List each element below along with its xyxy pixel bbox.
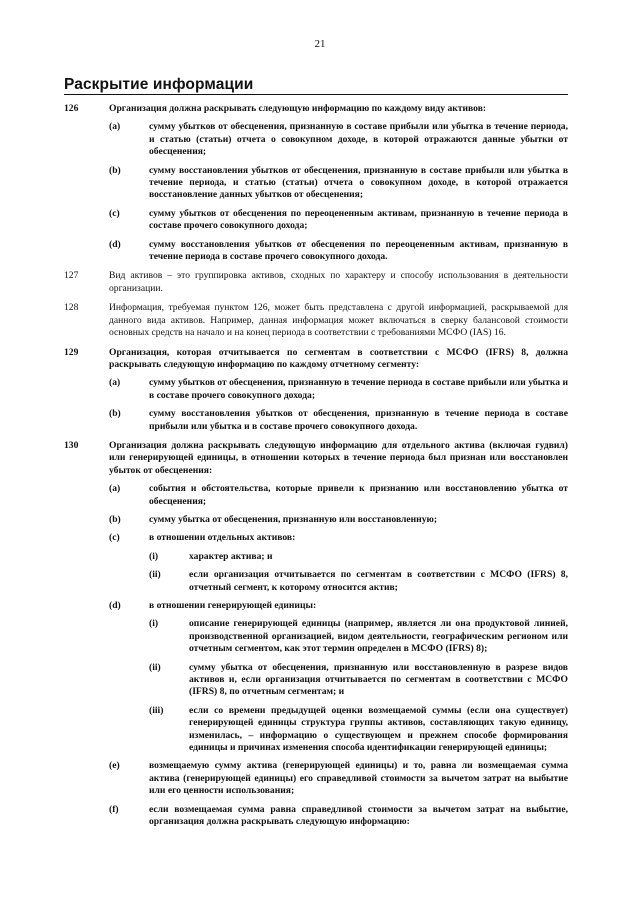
item-text: если возмещаемая сумма равна справедливой стоимости за вычетом затрат на выбытие, организация должна раскрывать следующую информацию: — [149, 803, 568, 828]
sub-item-text: характер актива; и — [189, 550, 273, 562]
item-text: сумму убытков от обесценения по переоцененным активам, признанную в течение периода в составе прочего совокупного дохода; — [149, 207, 568, 232]
paragraph-number: 126 — [64, 103, 79, 114]
list-item — [109, 532, 568, 594]
item-label: (a) — [109, 377, 121, 389]
item-text: сумму восстановления убытков от обесценения, признанную в течение периода в составе прибыли или убытка и в составе прочего совокупного дохода. — [149, 408, 568, 432]
item-text: сумму восстановления убытков от обесценения по переоцененным активам, признанную в течение периода в составе прочего совокупного дохода. — [149, 238, 568, 263]
sub-item — [149, 551, 568, 563]
paragraph-number: 129 — [64, 346, 79, 358]
list-item — [109, 208, 568, 233]
item-label: (b) — [109, 408, 121, 420]
item-label: (e) — [109, 760, 120, 772]
paragraph-number: 127 — [64, 270, 79, 282]
list-item — [109, 804, 568, 829]
paragraph-text: Организация, которая отчитывается по сегментам в соответствии с МСФО (IFRS) 8, должна раскрывать следующую информацию по каждому отчетному сегменту: — [109, 346, 568, 370]
list-item — [109, 514, 568, 526]
sub-item-label: (i) — [149, 618, 159, 630]
list-item — [109, 239, 568, 264]
paragraph-127 — [64, 270, 568, 295]
item-label: (b) — [109, 164, 121, 176]
page-number: 21 — [314, 38, 326, 50]
item-text: возмещаемую сумму актива (генерирующей единицы) и то, равна ли возмещаемая сумма актива (генерирующей единицы) его справедливой стоимости за вычетом затрат на выбытие или его ценности использования; — [149, 760, 568, 797]
paragraph-128 — [64, 302, 568, 339]
list-item — [109, 483, 568, 508]
list-item — [109, 377, 568, 402]
item-label: (c) — [109, 532, 120, 544]
sub-item-label: (ii) — [149, 661, 161, 673]
item-label: (d) — [109, 238, 121, 250]
item-label: (b) — [109, 513, 121, 525]
sub-item-text: если организация отчитывается по сегментам в соответствии с МСФО (IFRS) 8, отчетный сегмент, к которому относится актив; — [189, 569, 568, 593]
paragraph-number: 128 — [64, 302, 79, 314]
paragraph-text: Вид активов – это группировка активов, сходных по характеру и способу использования в деятельности организации. — [109, 270, 568, 294]
paragraph-text: Информация, требуемая пунктом 126, может быть представлена с другой информацией, раскрываемой для данного вида активов. Например, данная информация может включаться в сверку балансовой стоимости основных средств на начало и на конец периода в соответствии с требованиями МСФО (IAS) 16. — [109, 302, 568, 339]
paragraph-number: 130 — [64, 439, 79, 451]
sub-item-label: (iii) — [149, 704, 164, 716]
sub-item-text: описание генерирующей единицы (например, является ли она продуктовой линией, производственной организацией, видом деятельности, географическим регионом или отчетным сегментом, как этот термин определен в МСФО (IFRS) 8); — [189, 618, 568, 655]
list-item — [109, 165, 568, 202]
list-item — [109, 600, 568, 754]
paragraph-text: Организация должна раскрывать следующую информацию для отдельного актива (включая гудвил) или генерирующей единицы, в отношении которых в течение периода был признан или восстановлен убыток от обесценения: — [109, 439, 568, 476]
document-body — [64, 103, 568, 836]
item-text: в отношении отдельных активов: — [149, 532, 296, 544]
paragraph-130 — [64, 440, 568, 829]
sub-item — [149, 705, 568, 755]
sub-item-label: (i) — [149, 550, 159, 562]
sub-item-text: если со времени предыдущей оценки возмещаемой суммы (если она существует) генерирующей единицы структура группы активов, составляющих такую единицу, изменилась, – информацию о существующем и прежнем способе формирования единицы и причинах изменения способа идентификации генерирующей единицы; — [189, 704, 568, 754]
list-item — [109, 408, 568, 433]
paragraph-126 — [64, 103, 568, 263]
item-label: (c) — [109, 207, 120, 219]
item-label: (d) — [109, 600, 121, 611]
item-label: (f) — [109, 803, 119, 815]
item-label: (a) — [109, 121, 121, 133]
item-text: в отношении генерирующей единицы: — [149, 600, 317, 611]
title-underline — [64, 94, 568, 95]
paragraph-129 — [64, 347, 568, 433]
list-item — [109, 760, 568, 797]
sub-item — [149, 618, 568, 655]
item-text: сумму убытка от обесценения, признанную или восстановленную; — [149, 513, 438, 525]
sub-item — [149, 662, 568, 699]
item-text: сумму восстановления убытков от обесценения, признанную в составе прибыли или убытка в течение периода, и статью (статьи) отчета о совокупном доходе, в которой отражается восстановление данных убытков от обесценения; — [149, 164, 568, 201]
item-text: сумму убытков от обесценения, признанную в составе прибыли или убытка в течение периода, и статью (статьи) отчета о совокупном доходе, в которой отражаются данные убытки от обесценения; — [149, 121, 568, 158]
paragraph-text: Организация должна раскрывать следующую информацию по каждому виду активов: — [109, 103, 487, 114]
section-title: Раскрытие информации — [64, 76, 254, 93]
list-item — [109, 121, 568, 158]
sub-item-text: сумму убытка от обесценения, признанную или восстановленную в разрезе видов активов и, если организация отчитывается по сегментам в соответствии с МСФО (IFRS) 8, по отчетным сегментам; и — [189, 661, 568, 698]
item-text: сумму убытков от обесценения, признанную в течение периода в составе прибыли или убытка и в составе прочего совокупного дохода; — [149, 377, 568, 401]
item-text: события и обстоятельства, которые привели к признанию или восстановлению убытка от обесценения; — [149, 483, 568, 507]
sub-item-label: (ii) — [149, 569, 161, 581]
sub-item — [149, 569, 568, 594]
item-label: (a) — [109, 483, 121, 495]
